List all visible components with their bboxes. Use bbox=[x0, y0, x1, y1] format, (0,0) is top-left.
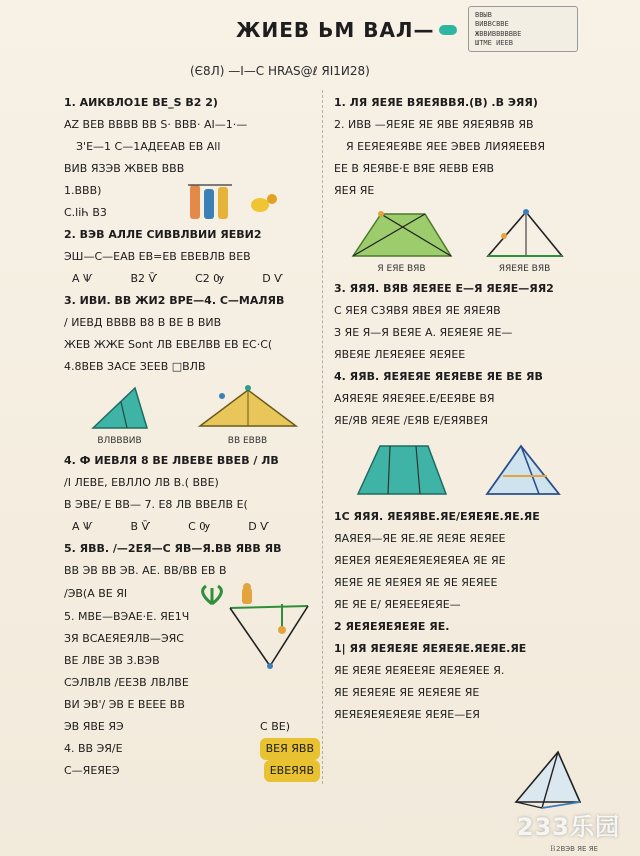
question-line: ВВ ЭВ ВВ ЭВ. АЕ. ВВ/ВВ ЕВ В bbox=[64, 564, 227, 577]
right-column bbox=[334, 92, 580, 726]
question-line: 5. ЯВВ. /—2ЕЯ—С ЯВ—Я.ВВ ЯВВ ЯВ bbox=[64, 542, 282, 555]
q1-figures bbox=[334, 206, 580, 274]
question-line: ЭШ—С—ЕАВ ЕВ=ЕВ ЕВЕВЛВ ВЕВ bbox=[64, 250, 251, 263]
triangle-figure-icon bbox=[85, 382, 155, 434]
info-box-line: ШТМЕ ИЕЕВ bbox=[475, 39, 513, 48]
option-c[interactable]: C2 Ѹ bbox=[195, 272, 225, 285]
question-line: ЯЕ ЯЕЯЕ ЯЕЯЕЕЯЕ ЯЕЯЕЯЕЕ Я. bbox=[334, 664, 505, 677]
question-line: С—ЯЕЯЕЭ bbox=[64, 764, 120, 777]
info-box bbox=[468, 6, 578, 52]
option-a[interactable]: A Ѱ bbox=[72, 272, 93, 285]
question-line: Я ЕЕЯЕЯЕЯВЕ ЯЕЕ ЭВЕВ ЛИЯЯЕЕВЯ bbox=[346, 140, 545, 153]
options-row bbox=[64, 516, 320, 538]
answer-row bbox=[64, 738, 320, 760]
question-line: ЗЯ ВСАЕЯЕЯЛВ—ЭЯС bbox=[64, 632, 184, 645]
triangle-figure-icon bbox=[196, 382, 300, 434]
page-title-text: ЖИЕВ ЬМ ВАЛ— bbox=[236, 18, 435, 42]
answer-option: C.lіҺ В3 bbox=[64, 206, 107, 219]
question-line: 4.8ВЕВ ЗАСЕ ЗЕЕВ □ВЛВ bbox=[64, 360, 206, 373]
question-line: /І ЛЕВЕ, ЕВЛЛО ЛВ В.( ВВЕ) bbox=[64, 476, 219, 489]
triangle-figure-icon bbox=[482, 206, 568, 262]
figure-caption: ЯЯЕЯЕ ВЯВ bbox=[498, 264, 551, 274]
info-box-line: ВИВВСВВЕ bbox=[475, 20, 509, 29]
option-b[interactable]: B2 Ѷ bbox=[130, 272, 158, 285]
question-line: /ЭВ(А ВЕ ЯІ bbox=[64, 587, 128, 600]
question-line: 4. ЯЯВ. ЯЕЯЕЯЕ ЯЕЯЕВЕ ЯЕ ВЕ ЯВ bbox=[334, 370, 543, 383]
question-line: З'Е—1 С—1АДЕЕАВ ЕВ All bbox=[76, 140, 221, 153]
answer-row bbox=[64, 716, 320, 738]
prism-figure-icon bbox=[350, 436, 450, 502]
info-box-line: ЖВВИВВВВВВЕ bbox=[475, 29, 522, 38]
question-line: З ЯЕ Я—Я ВЕЯЕ А. ЯЕЯЕЯЕ ЯЕ— bbox=[334, 326, 513, 339]
figure bbox=[482, 206, 568, 274]
question-line: АЯЯЕЯЕ ЯЯЕЯЕЕ.Е/ЕЕЯВЕ ВЯ bbox=[334, 392, 495, 405]
watermark-logo: 233乐园 bbox=[516, 813, 620, 841]
options-row bbox=[64, 268, 320, 290]
option-c[interactable]: C Ѹ bbox=[188, 520, 211, 533]
option-d[interactable]: D Ѵ bbox=[248, 520, 269, 533]
page-title bbox=[236, 18, 457, 42]
q4-figures bbox=[334, 436, 580, 502]
question-line: 3. ИВИ. ВВ ЖИ2 ВРЕ—4. С—МАЛЯВ bbox=[64, 294, 285, 307]
question-line: 2. ИВВ —ЯЕЯЕ ЯЕ ЯВЕ ЯЯЕЯВЯВ ЯВ bbox=[334, 118, 534, 131]
question-line: 1. ЛЯ ЯЕЯЕ ВЯЕЯВВЯ.(В) .В ЭЯЯ) bbox=[334, 96, 538, 109]
question-line: 1| ЯЯ ЯЕЯЕЯЕ ЯЕЯЕЯЕ.ЯЕЯЕ.ЯЕ bbox=[334, 642, 527, 655]
question-line: ЯЕ/ЯВ ЯЕЯЕ /ЕЯВ Е/ЕЯЯВЕЯ bbox=[334, 414, 489, 427]
answer-row bbox=[64, 760, 320, 782]
option-b[interactable]: B Ѷ bbox=[130, 520, 151, 533]
question-line: 1С ЯЯЯ. ЯЕЯЯВЕ.ЯЕ/ЕЯЕЯЕ.ЯЕ.ЯЕ bbox=[334, 510, 540, 523]
question-line: ЭВ ЯВЕ ЯЭ bbox=[64, 720, 124, 733]
question-line: ЯЕ ЯЕЯЕЯЕ ЯЕ ЯЕЯЕЯЕ ЯЕ bbox=[334, 686, 480, 699]
question-line: ЯЕ ЯЕ Е/ ЯЕЯЕЕЯЕЯЕ— bbox=[334, 598, 461, 611]
figure-caption: Я ЕЯЕ ВЯВ bbox=[377, 264, 426, 274]
figure bbox=[85, 382, 155, 446]
answer-marker: C ВЕ) bbox=[260, 720, 290, 733]
answer-highlight: ЕВЕЯЯВ bbox=[264, 760, 320, 782]
question-line: СЭЛВЛВ /ЕЕЗВ ЛВЛВЕ bbox=[64, 676, 189, 689]
angle-diagram-icon bbox=[224, 600, 314, 680]
pyramid-figure-icon bbox=[481, 436, 565, 502]
question-line: ЯВЕЯЕ ЛЕЯЕЯЕЕ ЯЕЯЕЕ bbox=[334, 348, 466, 361]
fruit-illustration-icon bbox=[244, 187, 284, 217]
question-line: С ЯЕЯ С3ЯВЯ ЯВЕЯ ЯЕ ЯЯЕЯВ bbox=[334, 304, 501, 317]
left-column bbox=[64, 92, 320, 782]
option-a[interactable]: A Ѱ bbox=[72, 520, 93, 533]
footer-note: Ｂ2ВЭВ ЯЕ ЯЕ bbox=[549, 845, 598, 853]
question-line: / ИЕВД ВВВВ В8 В ВЕ В ВИВ bbox=[64, 316, 222, 329]
tetrahedron-figure-icon bbox=[508, 746, 588, 816]
info-box-line: ВВЫВ bbox=[475, 11, 492, 19]
question-line: ЯЕЯ ЯЕ bbox=[334, 184, 375, 197]
figure-caption: ВЛВВВИВ bbox=[97, 436, 142, 446]
answer-option: 1.ВВВ) bbox=[64, 184, 102, 197]
q1-answer-row bbox=[64, 180, 320, 224]
figure bbox=[196, 382, 300, 446]
figure bbox=[347, 206, 457, 274]
question-line: 3. ЯЯЯ. ВЯВ ЯЕЯЕЕ Е—Я ЯЕЯЕ—ЯЯ2 bbox=[334, 282, 554, 295]
question-line: 5. МВЕ—ВЭАЕ·Е. ЯЕ1Ч bbox=[64, 610, 190, 623]
answer-highlight: ВЕЯ ЯВВ bbox=[260, 738, 320, 760]
question-line: 2. ВЭВ AЛЛЕ СИВВЛВИИ ЯЕВИ2 bbox=[64, 228, 262, 241]
question-line: ВЕ ЛВЕ ЗВ 3.ВЭВ bbox=[64, 654, 160, 667]
question-line: 4. ВВ ЭЯ/Е bbox=[64, 742, 123, 755]
option-d[interactable]: D Ѵ bbox=[262, 272, 283, 285]
question-line: ВИВ ЯЗЭВ ЖВЕВ ВВВ bbox=[64, 162, 185, 175]
question-line: ЯАЯЕЯ—ЯЕ ЯЕ.ЯЕ ЯЕЯЕ ЯЕЯЕЕ bbox=[334, 532, 506, 545]
column-divider bbox=[322, 90, 323, 784]
q3-figures bbox=[64, 382, 320, 446]
question-line: ЕЕ В ЯЕЯВЕ·Е ВЯЕ ЯЕВВ ЕЯВ bbox=[334, 162, 495, 175]
question-line: ЯЕЯЕЯЕЯЕЯЕЯЕ ЯЕЯЕ—ЕЯ bbox=[334, 708, 480, 721]
figure-caption: ВВ ЕВВВ bbox=[227, 436, 268, 446]
trapezoid-figure-icon bbox=[347, 206, 457, 262]
q5-diagram-area bbox=[64, 606, 320, 782]
question-line: 1. AИКВЛО1Е ВЕ_S В2 2) bbox=[64, 96, 218, 109]
question-line: AZ ВЕВ ВВВВ ВВ S· ВВВ· АІ—1·— bbox=[64, 118, 248, 131]
question-line: ЖЕВ ЖЖЕ Sont ЛВ ЕВЕЛВВ ЕВ ЕС·С( bbox=[64, 338, 273, 351]
question-line: 2 ЯЕЯЕЯЕЯЕЯЕ ЯЕ. bbox=[334, 620, 450, 633]
page-subtitle: (Є8Л) —І—С HRAS@ℓ ЯІ1И28) bbox=[190, 64, 370, 78]
question-line: ВИ ЭВ'/ ЭВ Е ВЕЕЕ ВВ bbox=[64, 698, 185, 711]
question-line: ЯЕЯЕ ЯЕ ЯЕЯЕЯ ЯЕ ЯЕ ЯЕЯЕЕ bbox=[334, 576, 498, 589]
question-line: В ЭВЕ/ Е ВВ— 7. Е8 ЛВ ВВЕЛВ Е( bbox=[64, 498, 248, 511]
title-decoration-icon bbox=[439, 25, 457, 35]
question-line: 4. Ф ИЕВЛЯ 8 ВЕ ЛВЕВЕ ВВЕВ / ЛВ bbox=[64, 454, 279, 467]
bottles-illustration-icon bbox=[184, 181, 244, 223]
question-line: ЯЕЯЕЯ ЯЕЯЕЯЕЯЕЯЕЯЕА ЯЕ ЯЕ bbox=[334, 554, 506, 567]
